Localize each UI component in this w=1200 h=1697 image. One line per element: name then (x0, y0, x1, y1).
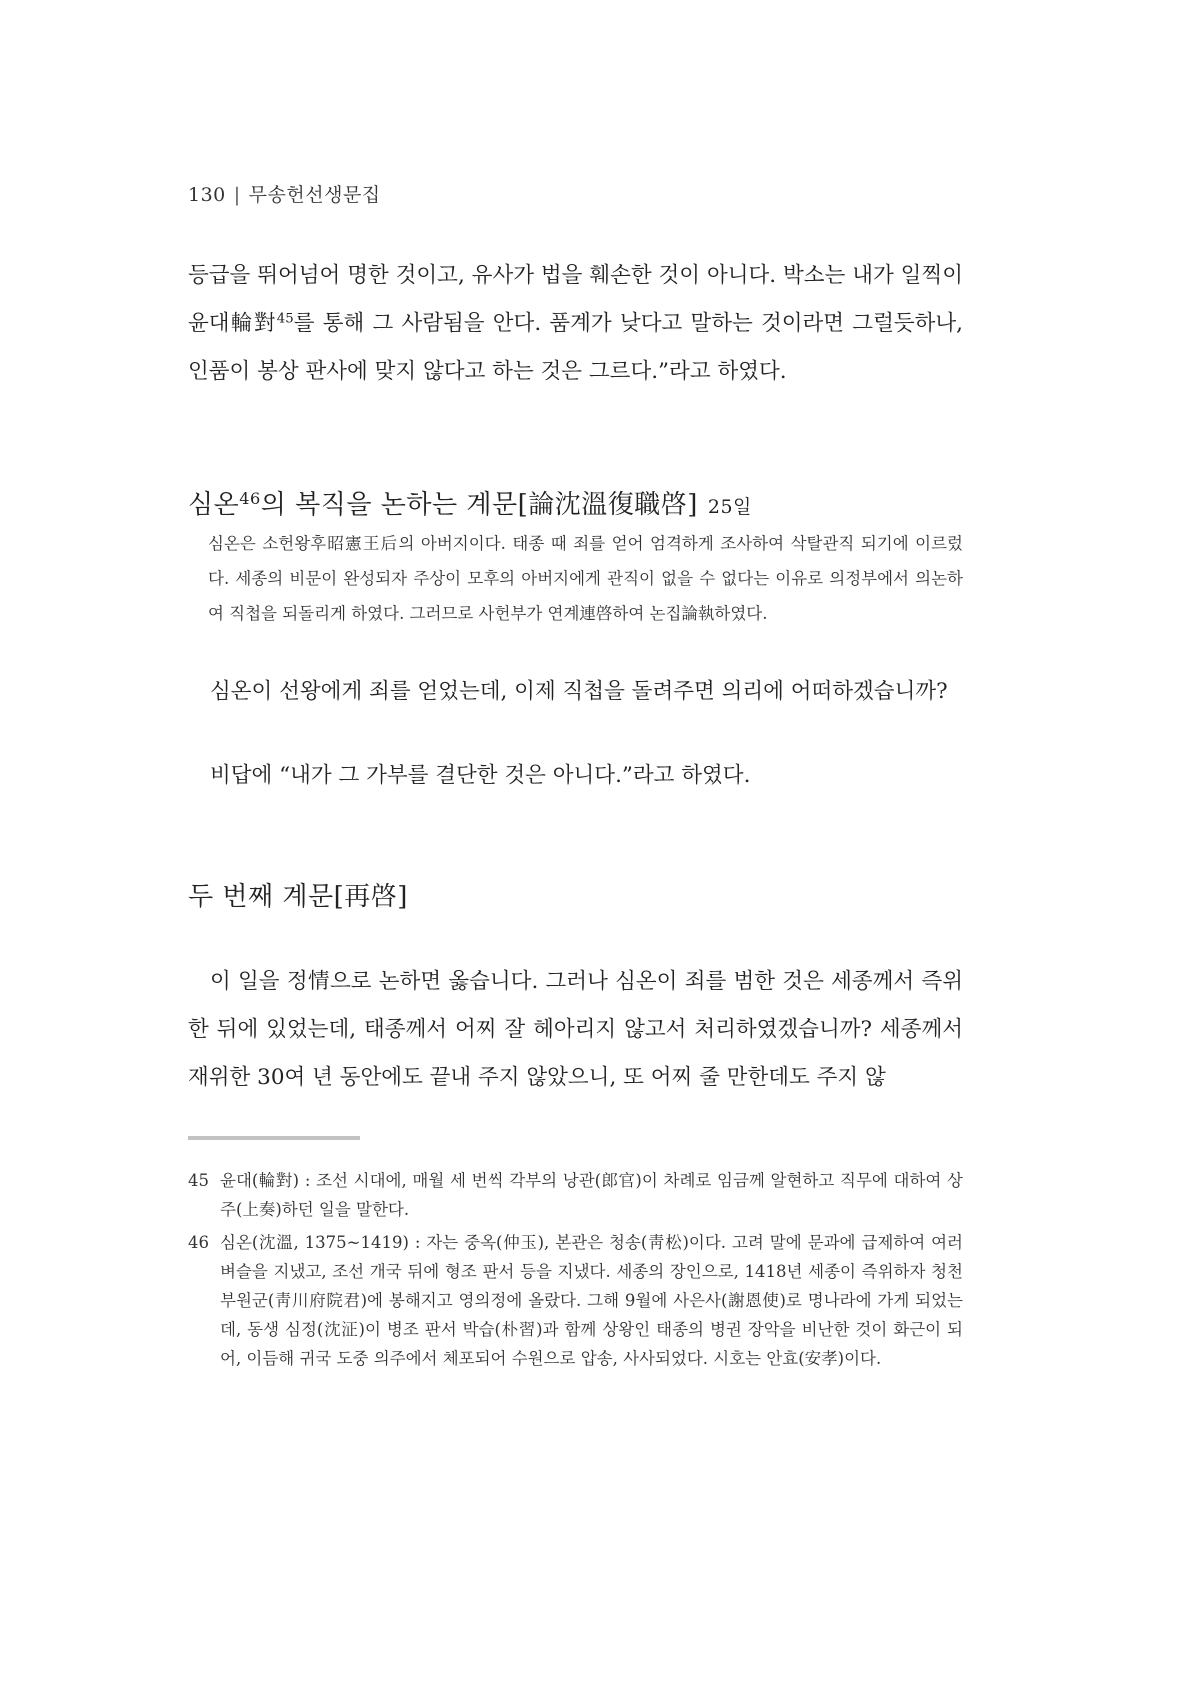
footnote-number: 45 (188, 1171, 209, 1190)
footnote-text: 심온(沈溫, 1375~1419) : 자는 중옥(仲玉), 본관은 청송(靑松)이다. 고려 말에 문과에 급제하여 여러 벼슬을 지냈고, 조선 개국 뒤에 형조 판서 등을 지냈다. 세종의 장인으로, 1418년 세종이 즉위하자 청천부원군(靑川府院君)에 봉해지고 영의정에 올랐다. 그해 9월에 사은사(謝恩使)로 명나라에 가게 되었는데, 동생 심정(沈泟)이 병조 판서 박습(朴習)과 함께 상왕인 태종의 병권 장악을 비난한 것이 화근이 되어, 이듬해 귀국 도중 의주에서 체포되어 수원으로 압송, 사사되었다. 시호는 안효(安孝)이다. (220, 1233, 963, 1368)
section1-paragraph-1: 심온이 선왕에게 죄를 얻었는데, 이제 직첩을 돌려주면 의리에 어떠하겠습니까? (210, 679, 948, 704)
section-heading-2: 두 번째 계문[再啓] (188, 882, 408, 912)
section-title-pre: 심온 (188, 490, 240, 520)
section-heading-1 (188, 484, 752, 521)
section2-paragraph-1: 이 일을 정情으로 논하면 옳습니다. 그러나 심온이 죄를 범한 것은 세종께서 즉위한 뒤에 있었는데, 태종께서 어찌 잘 헤아리지 않고서 처리하였겠습니까? 세종께서 재위한 30여 년 동안에도 끝내 주지 않았으니, 또 어찌 줄 만한데도 주지 않 (188, 969, 963, 1090)
continuation-text: 등급을 뛰어넘어 명한 것이고, 유사가 법을 훼손한 것이 아니다. 박소는 내가 일찍이 윤대輪對 (188, 263, 963, 336)
book-title: 무송헌선생문집 (248, 184, 381, 206)
footnote-ref-45[interactable]: 45 (276, 311, 294, 327)
footnote-number: 46 (188, 1233, 209, 1252)
section-intro-note: 심온은 소헌왕후昭憲王后의 아버지이다. 태종 때 죄를 얻어 엄격하게 조사하여 삭탈관직 되기에 이르렀다. 세종의 비문이 완성되자 주상이 모후의 아버지에게 관직이 없을 수 없다는 이유로 의정부에서 의논하여 직첩을 되돌리게 하였다. 그러므로 사헌부가 연계連啓하여 논집論執하였다. (208, 534, 963, 623)
footnotes (188, 1166, 963, 1377)
section-title-post: 의 복직을 논하는 계문[論沈溫復職啓] (260, 490, 698, 520)
footnote-divider (188, 1136, 360, 1140)
section-date: 25일 (707, 496, 752, 518)
continuation-text-after: 를 통해 그 사람됨을 안다. 품계가 낮다고 말하는 것이라면 그럴듯하나, 인품이 봉상 판사에 맞지 않다고 하는 것은 그르다.”라고 하였다. (188, 311, 963, 384)
running-head-separator: | (233, 184, 241, 206)
footnote-text: 윤대(輪對) : 조선 시대에, 매월 세 번씩 각부의 낭관(郎官)이 차례로 임금께 알현하고 직무에 대하여 상주(上奏)하던 일을 말한다. (220, 1171, 963, 1219)
section1-paragraph-2: 비답에 “내가 그 가부를 결단한 것은 아니다.”라고 하였다. (210, 763, 751, 788)
footnote-ref-46[interactable]: 46 (239, 489, 261, 509)
running-head (188, 180, 381, 207)
continuation-paragraph (188, 252, 963, 396)
footnote-46 (188, 1228, 963, 1373)
footnote-45 (188, 1166, 963, 1224)
page-number: 130 (188, 184, 226, 206)
